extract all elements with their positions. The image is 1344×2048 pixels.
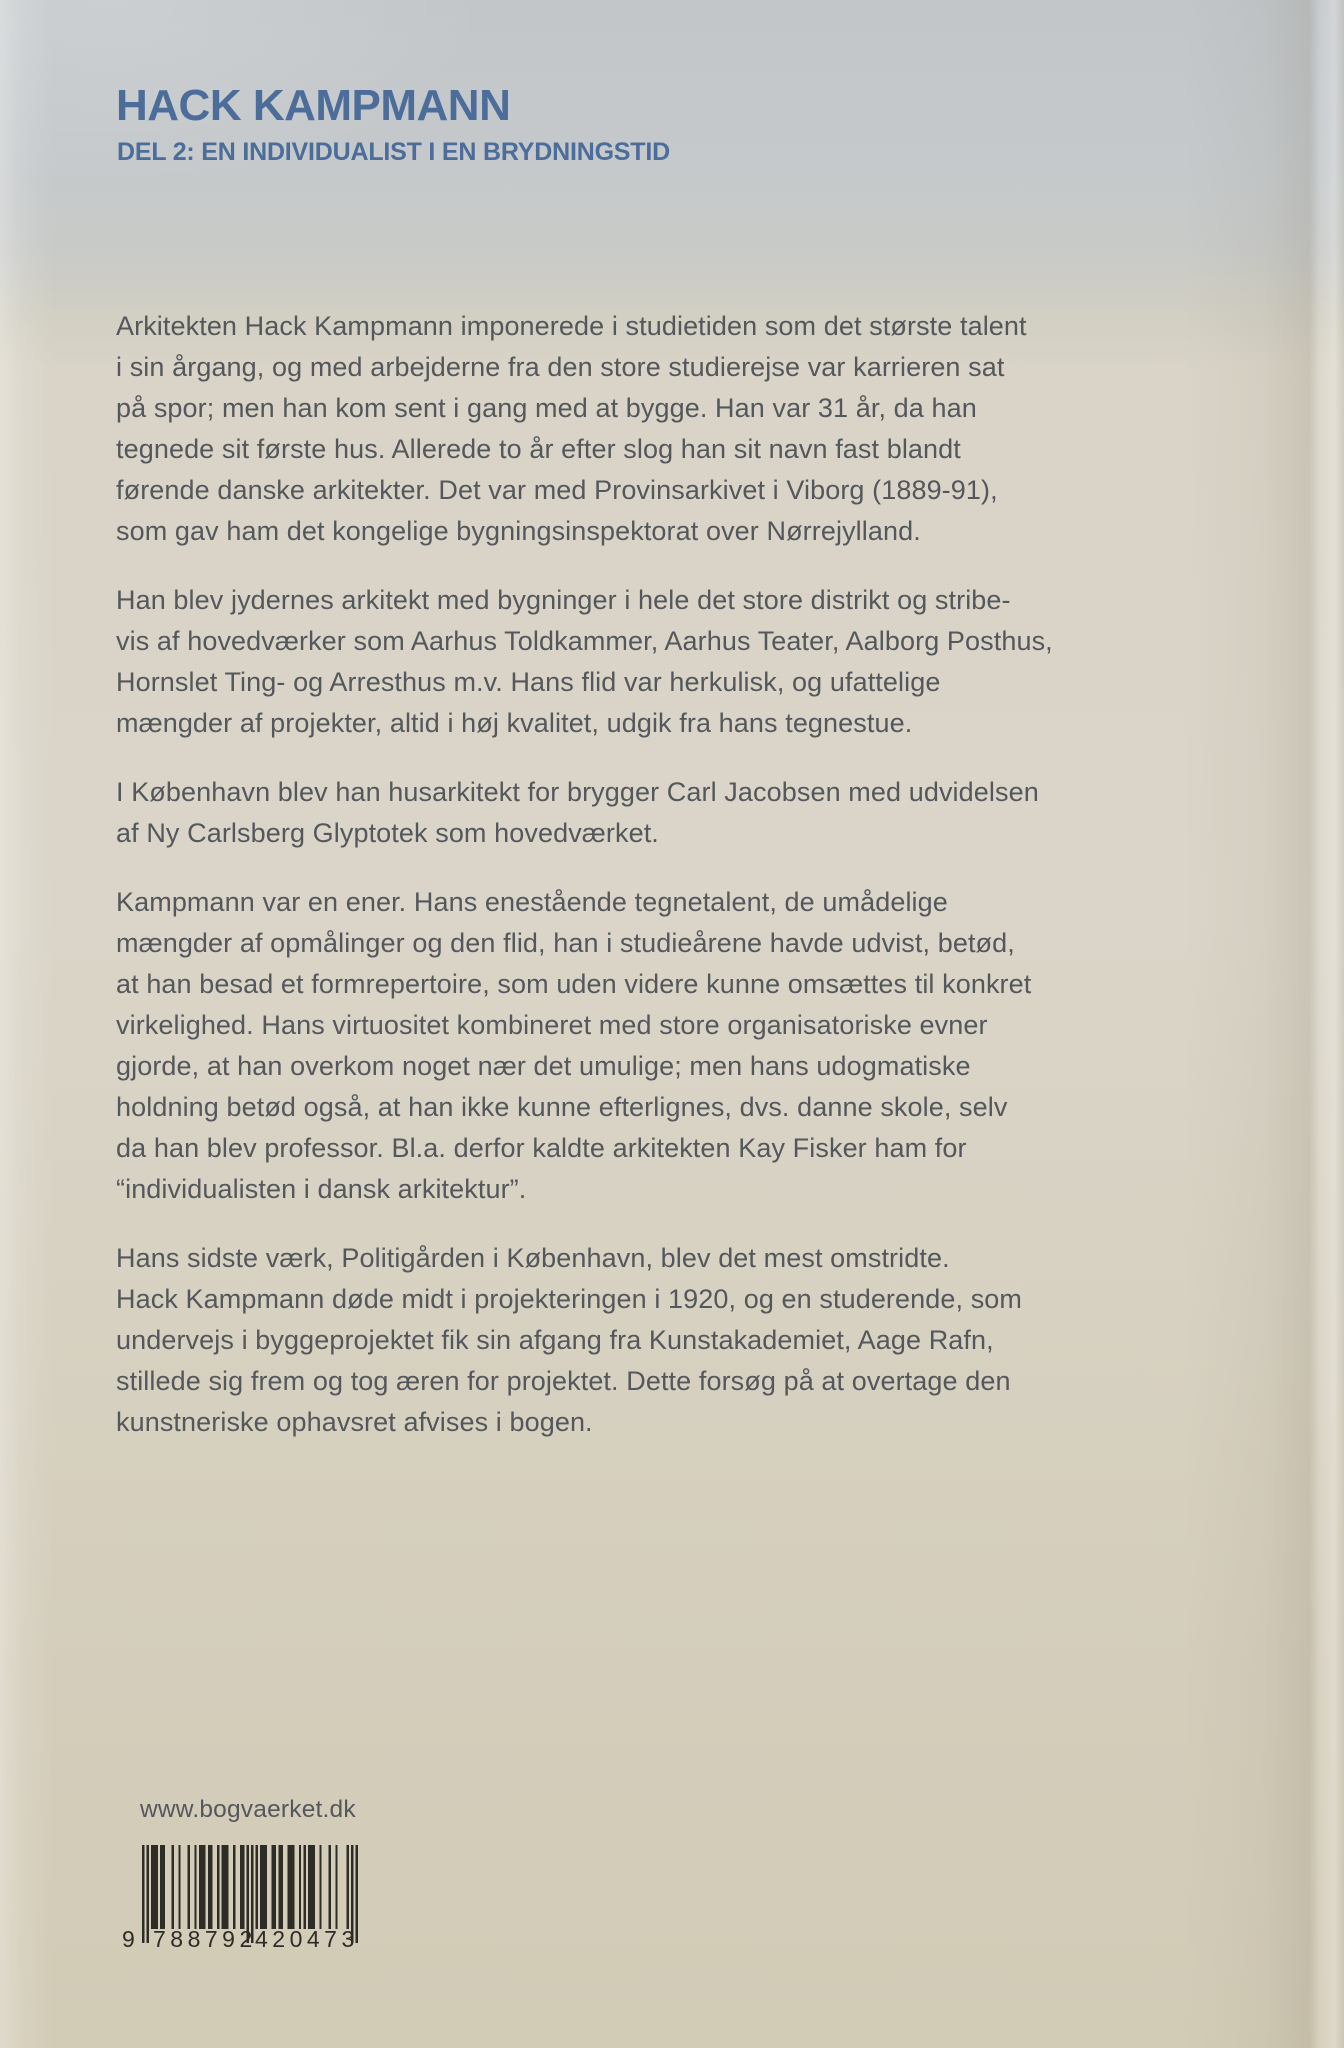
text-line: i sin årgang, og med arbejderne fra den store studierejse var karrieren sat: [116, 352, 1005, 382]
text-line: virkelighed. Hans virtuositet kombineret med store organisatoriske evner: [116, 1010, 988, 1040]
text-line: gjorde, at han overkom noget nær det umulige; men hans udogmatiske: [116, 1051, 971, 1081]
blurb-paragraph-1: [116, 306, 1176, 552]
text-line: stillede sig frem og tog æren for projektet. Dette forsøg på at overtage den: [116, 1366, 1011, 1396]
text-line: af Ny Carlsberg Glyptotek som hovedværket.: [116, 818, 659, 848]
text-line: “individualisten i dansk arkitektur”.: [116, 1174, 527, 1204]
text-line: Kampmann var en ener. Hans enestående tegnetalent, de umådelige: [116, 887, 948, 917]
text-line: Hack Kampmann døde midt i projekteringen i 1920, og en studerende, som: [116, 1284, 1023, 1314]
text-line: undervejs i byggeprojektet fik sin afgang fra Kunstakademiet, Aage Rafn,: [116, 1325, 994, 1355]
text-line: I København blev han husarkitekt for brygger Carl Jacobsen med udvidelsen: [116, 777, 1039, 807]
isbn-barcode: [122, 1845, 392, 1955]
text-line: tegnede sit første hus. Allerede to år efter slog han sit navn fast blandt: [116, 434, 961, 464]
text-line: holdning betød også, at han ikke kunne efterlignes, dvs. danne skole, selv: [116, 1092, 1008, 1122]
back-cover-blurb: [116, 306, 1176, 1471]
text-line: Hans sidste værk, Politigården i København, blev det mest omstridte.: [116, 1243, 950, 1273]
blurb-paragraph-2: [116, 580, 1176, 744]
barcode-digit-group-2: 788792: [153, 1926, 257, 1952]
text-line: Han blev jydernes arkitekt med bygninger i hele det store distrikt og stribe-: [116, 585, 1011, 615]
text-line: Hornslet Ting- og Arresthus m.v. Hans flid var herkulisk, og ufattelige: [116, 667, 941, 697]
text-line: mængder af opmålinger og den flid, han i studieårene havde udvist, betød,: [116, 928, 1015, 958]
text-line: på spor; men han kom sent i gang med at bygge. Han var 31 år, da han: [116, 393, 977, 423]
text-line: som gav ham det kongelige bygningsinspektorat over Nørrejylland.: [116, 516, 921, 546]
text-line: mængder af projekter, altid i høj kvalitet, udgik fra hans tegnestue.: [116, 708, 913, 738]
book-subtitle: DEL 2: EN INDIVIDUALIST I EN BRYDNINGSTID: [117, 138, 670, 166]
text-line: Arkitekten Hack Kampmann imponerede i studietiden som det største talent: [116, 311, 1027, 341]
text-line: førende danske arkitekter. Det var med Provinsarkivet i Viborg (1889-91),: [116, 475, 998, 505]
text-line: at han besad et formrepertoire, som uden videre kunne omsættes til konkret: [116, 969, 1032, 999]
text-line: vis af hovedværker som Aarhus Toldkammer, Aarhus Teater, Aalborg Posthus,: [116, 626, 1053, 656]
barcode-digit-group-1: 9: [122, 1926, 135, 1952]
blurb-paragraph-3: [116, 772, 1176, 854]
book-title: HACK KAMPMANN: [116, 81, 511, 130]
barcode-digit-group-3: 420473: [255, 1926, 359, 1952]
text-line: da han blev professor. Bl.a. derfor kaldte arkitekten Kay Fisker ham for: [116, 1133, 967, 1163]
text-line: kunstneriske ophavsret afvises i bogen.: [116, 1407, 593, 1437]
publisher-website: www.bogvaerket.dk: [140, 1796, 356, 1823]
blurb-paragraph-4: [116, 882, 1176, 1210]
blurb-paragraph-5: [116, 1238, 1176, 1443]
